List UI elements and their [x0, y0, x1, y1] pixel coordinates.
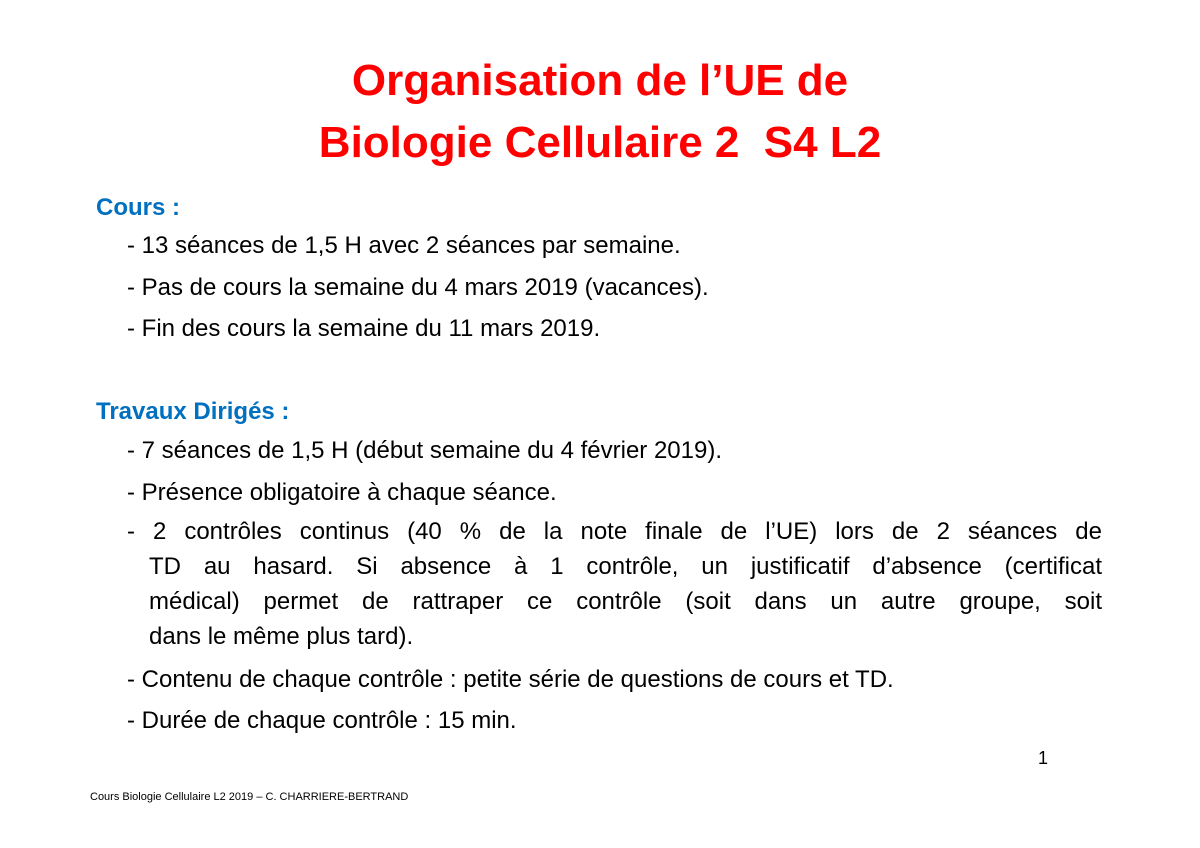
- td-item-3-line-1: - 2 contrôles continus (40 % de la note finale de l’UE) lors de 2 séances de: [127, 518, 1102, 545]
- td-item-2: - Présence obligatoire à chaque séance.: [127, 479, 557, 506]
- slide-title: [0, 50, 1200, 174]
- td-item-3: [127, 514, 1102, 654]
- td-item-4: - Contenu de chaque contrôle : petite série de questions de cours et TD.: [127, 666, 894, 693]
- cours-item-1: - 13 séances de 1,5 H avec 2 séances par semaine.: [127, 232, 681, 259]
- slide-title-line-2: Biologie Cellulaire 2 S4 L2: [318, 118, 882, 167]
- footer: Cours Biologie Cellulaire L2 2019 – C. CHARRIERE-BERTRAND: [90, 791, 409, 803]
- cours-item-2: - Pas de cours la semaine du 4 mars 2019 (vacances).: [127, 274, 709, 301]
- td-item-3-line-4: dans le même plus tard).: [149, 623, 414, 650]
- cours-item-3: - Fin des cours la semaine du 11 mars 2019.: [127, 315, 601, 342]
- td-item-3-line-3: médical) permet de rattraper ce contrôle (soit dans un autre groupe, soit: [149, 588, 1102, 615]
- cours-heading: Cours :: [96, 194, 180, 221]
- page-number: 1: [1038, 748, 1049, 768]
- td-item-1: - 7 séances de 1,5 H (début semaine du 4 février 2019).: [127, 437, 723, 464]
- td-item-5: - Durée de chaque contrôle : 15 min.: [127, 707, 517, 734]
- td-item-3-line-2: TD au hasard. Si absence à 1 contrôle, un justificatif d’absence (certificat: [149, 553, 1102, 580]
- slide-title-line-1: Organisation de l’UE de: [351, 56, 849, 105]
- td-heading: Travaux Dirigés :: [96, 398, 290, 425]
